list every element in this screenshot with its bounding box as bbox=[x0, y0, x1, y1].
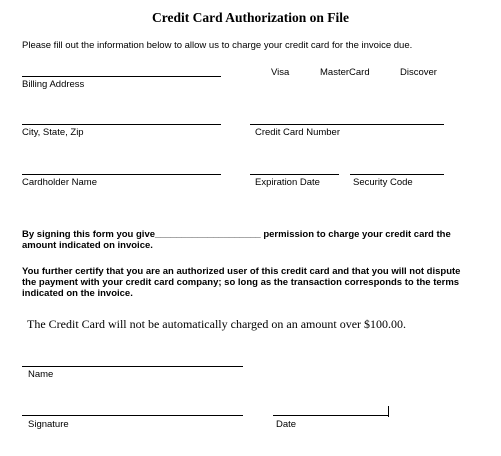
credit-card-number-label: Credit Card Number bbox=[255, 127, 340, 138]
consent-part2: permission to charge your credit card the bbox=[263, 229, 451, 240]
form-title: Credit Card Authorization on File bbox=[152, 10, 349, 25]
consent-line2: amount indicated on invoice. bbox=[22, 240, 153, 251]
signature-label: Signature bbox=[28, 419, 69, 430]
billing-address-label: Billing Address bbox=[22, 79, 85, 90]
date-label: Date bbox=[276, 419, 297, 430]
cardholder-name-field[interactable] bbox=[22, 174, 221, 175]
signature-field[interactable] bbox=[22, 415, 243, 416]
certify-line1: You further certify that you are an authorized user of this credit card and that you will not dispute bbox=[22, 266, 461, 277]
security-code-field[interactable] bbox=[350, 174, 444, 175]
cardholder-name-label: Cardholder Name bbox=[22, 177, 97, 188]
certify-line2: the payment with your credit card company; so long as the transaction corresponds to the terms bbox=[22, 277, 460, 288]
name-field[interactable] bbox=[22, 366, 243, 367]
card-type-visa[interactable]: Visa bbox=[271, 67, 290, 78]
expiration-date-field[interactable] bbox=[250, 174, 339, 175]
text-cursor bbox=[388, 406, 389, 417]
date-field[interactable] bbox=[273, 415, 389, 416]
business-name-blank[interactable]: ____________________ bbox=[155, 229, 261, 240]
city-state-zip-field[interactable] bbox=[22, 124, 221, 125]
name-label: Name bbox=[28, 369, 54, 380]
security-code-label: Security Code bbox=[353, 177, 413, 188]
credit-card-number-field[interactable] bbox=[250, 124, 444, 125]
card-type-discover[interactable]: Discover bbox=[400, 67, 437, 78]
consent-part1: By signing this form you give bbox=[22, 229, 156, 240]
charge-limit-notice: The Credit Card will not be automatically charged on an amount over $100.00. bbox=[27, 317, 407, 331]
billing-address-field[interactable] bbox=[22, 76, 221, 77]
consent-text bbox=[22, 229, 451, 240]
expiration-date-label: Expiration Date bbox=[255, 177, 320, 188]
intro-text: Please fill out the information below to allow us to charge your credit card for the invoice due. bbox=[22, 40, 413, 51]
city-state-zip-label: City, State, Zip bbox=[22, 127, 84, 138]
card-type-mastercard[interactable]: MasterCard bbox=[320, 67, 370, 78]
certify-line3: indicated on the invoice. bbox=[22, 288, 133, 299]
